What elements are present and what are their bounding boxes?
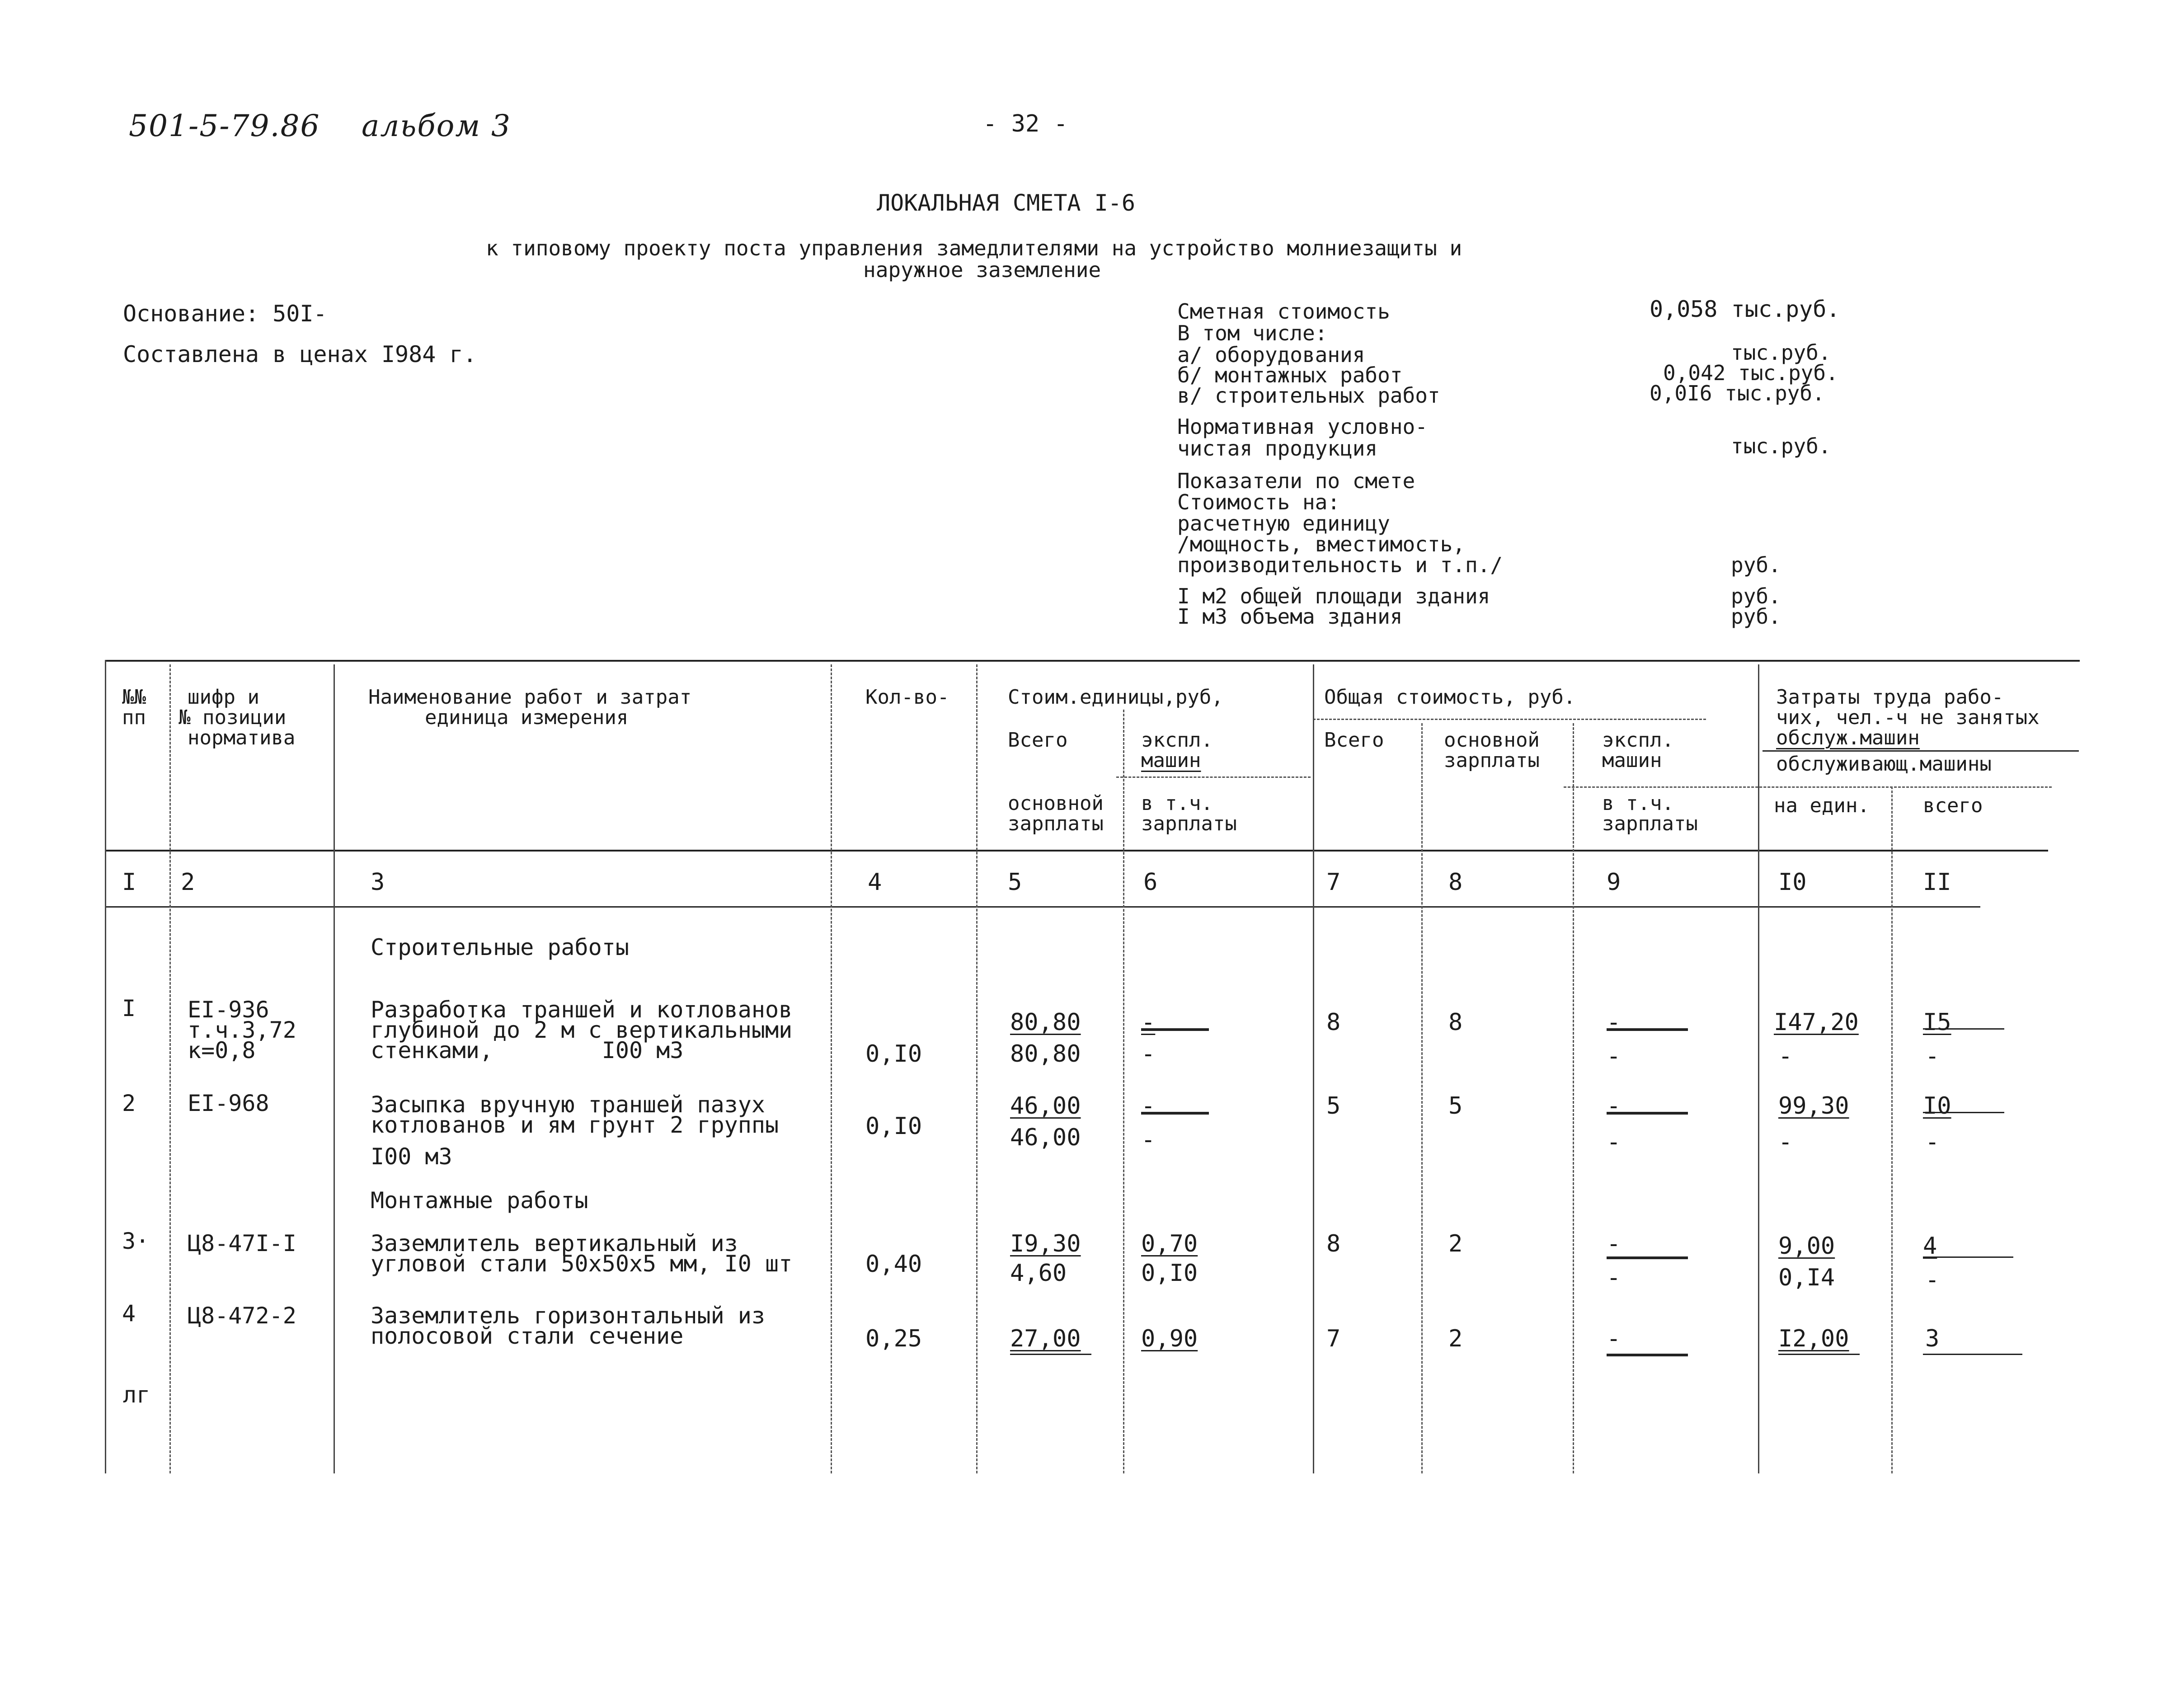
row2-unit-mach-dash <box>1141 1112 1209 1115</box>
summary-construction-value: 0,0I6 тыс.руб. <box>1650 381 1825 405</box>
col-border-4 <box>831 664 832 1473</box>
row2-labor-total: I0 <box>1923 1092 1951 1120</box>
row3-num: 3· <box>122 1228 150 1254</box>
hdr-unit-cost: Стоим.единицы,руб, <box>1008 686 1223 709</box>
row1-code-l3: к=0,8 <box>188 1037 256 1063</box>
summary-equipment-label: а/ оборудования <box>1177 343 1365 367</box>
labor-mid-rule <box>1762 750 2079 752</box>
handwritten-code: 501-5-79.86 <box>129 108 320 143</box>
hdr-code-l3: норматива <box>188 726 296 749</box>
col-border-2 <box>169 664 171 1473</box>
col-border-3 <box>334 664 335 1473</box>
row3-unit-mach: 0,70 <box>1141 1230 1198 1257</box>
title-line-1: к типовому проекту поста управления замедлителями на устройство молниезащиты и <box>486 236 1462 260</box>
hdr-code-l2: № позиции <box>179 706 287 729</box>
row1-unit-mach: - <box>1141 1009 1156 1036</box>
hdr-total-mach-l1: экспл. <box>1602 729 1674 752</box>
row3-labor-total-line <box>1923 1256 2013 1258</box>
summary-indicators-value: руб. <box>1731 553 1781 577</box>
colnum-1: I <box>122 869 136 896</box>
summary-cost-value: 0,058 тыс.руб. <box>1650 296 1840 322</box>
row3-unit-wage: 4,60 <box>1010 1260 1067 1287</box>
handwritten-album: альбом 3 <box>362 108 512 143</box>
row2-name-l1: Засыпка вручную траншей пазух <box>371 1092 765 1118</box>
row3-unit-total: I9,30 <box>1010 1230 1081 1257</box>
row3-code-l1: Ц8-47I-I <box>188 1230 296 1256</box>
summary-indicators-l3: расчетную единицу <box>1177 511 1390 536</box>
row2-total-mach-dash <box>1607 1112 1688 1115</box>
row3-total-mach-dash <box>1607 1256 1688 1259</box>
row3-labor-unit: 9,00 <box>1778 1233 1835 1260</box>
row2-labor-unit-mach: - <box>1778 1129 1793 1156</box>
row1-code-l1: ЕI-936 <box>188 997 269 1023</box>
colnum-11: II <box>1923 869 1951 896</box>
row1-unit-mach-dash <box>1141 1028 1209 1031</box>
hdr-unit-mach-l1: экспл. <box>1141 729 1213 752</box>
row3-name-l2: угловой стали 50х50х5 мм, I0 шт <box>371 1251 793 1277</box>
row2-total-all: 5 <box>1326 1092 1341 1120</box>
document-title: ЛОКАЛЬНАЯ СМЕТА I-6 <box>877 190 1135 216</box>
row2-name-l3: I00 м3 <box>371 1143 452 1170</box>
row2-unit-total: 46,00 <box>1010 1092 1081 1120</box>
row1-unit-mach-wage: - <box>1141 1040 1156 1068</box>
summary-volume-label: I м3 объема здания <box>1177 604 1403 629</box>
row2-labor-total-line <box>1923 1112 2004 1113</box>
hdr-unit-incl-l2: зарплаты <box>1141 812 1237 835</box>
row1-num: I <box>122 995 136 1021</box>
row4-labor-unit: I2,00 <box>1778 1325 1849 1352</box>
col-border-10 <box>1758 664 1759 1473</box>
row2-total-mach-wage: - <box>1607 1129 1621 1156</box>
colnum-8: 8 <box>1448 869 1463 896</box>
row4-labor-unit-line <box>1778 1354 1860 1355</box>
hdr-total-wage-l2: зарплаты <box>1444 749 1540 772</box>
hdr-labor-l4: обслуживающ.машины <box>1776 753 1992 776</box>
row4-total-wage: 2 <box>1448 1325 1463 1352</box>
hdr-total-cost: Общая стоимость, руб. <box>1324 686 1576 709</box>
table-top-rule <box>105 660 2080 662</box>
summary-normative-l1: Нормативная условно- <box>1177 414 1428 439</box>
hdr-labor-l2: чих, чел.-ч не занятых <box>1776 706 2040 729</box>
row4-total-mach-dash <box>1607 1354 1688 1356</box>
unit-cost-subrule <box>1116 776 1311 778</box>
col-border-11 <box>1891 786 1893 1473</box>
colnum-bottom-rule <box>105 906 1980 908</box>
row1-labor-total-line <box>1923 1028 2004 1030</box>
col-border-9 <box>1573 723 1574 1473</box>
hdr-code-l1: шифр и <box>188 686 259 709</box>
hdr-num-l2: пп <box>122 706 146 729</box>
hdr-labor-total: всего <box>1923 794 1983 817</box>
row4-name-l2: полосовой стали сечение <box>371 1323 684 1349</box>
hdr-unit-wage-l2: зарплаты <box>1008 812 1104 835</box>
colnum-4: 4 <box>868 869 882 896</box>
summary-area-value: руб. <box>1731 584 1781 608</box>
summary-indicators-l5: производительность и т.п./ <box>1177 553 1503 577</box>
row1-labor-unit-mach: - <box>1778 1043 1793 1070</box>
row3-qty: 0,40 <box>865 1251 922 1278</box>
hdr-labor-l1: Затраты труда рабо- <box>1776 686 2004 709</box>
summary-area-label: I м2 общей площади здания <box>1177 584 1490 608</box>
row3-total-wage: 2 <box>1448 1230 1463 1257</box>
hdr-per-unit: на един. <box>1774 794 1870 817</box>
title-line-2: наружное заземление <box>863 258 1101 282</box>
row4-qty: 0,25 <box>865 1325 922 1352</box>
row4-unit-total-line <box>1010 1354 1091 1355</box>
hdr-labor-l3: обслуж.машин <box>1776 726 1920 749</box>
row4-total-all: 7 <box>1326 1325 1341 1352</box>
labor-subrule <box>1564 786 2052 788</box>
section-construction: Строительные работы <box>371 934 629 960</box>
row1-name-l2: глубиной до 2 м с вертикальными <box>371 1017 793 1043</box>
hdr-num-l1: №№ <box>122 686 146 709</box>
row3-total-mach-wage: - <box>1607 1264 1621 1291</box>
hdr-total-incl-l1: в т.ч. <box>1602 792 1674 815</box>
row1-total-mach: - <box>1607 1009 1621 1036</box>
colnum-3: 3 <box>371 869 385 896</box>
summary-normative-l2: чистая продукция <box>1177 436 1378 461</box>
summary-including: В том числе: <box>1177 321 1328 345</box>
row3-name-l1: Заземлитель вертикальный из <box>371 1230 738 1256</box>
prices-text: Составлена в ценах I984 г. <box>123 341 477 367</box>
row1-qty: 0,I0 <box>865 1040 922 1068</box>
summary-install-label: б/ монтажных работ <box>1177 363 1403 387</box>
summary-cost-label: Сметная стоимость <box>1177 299 1390 324</box>
hdr-name-l2: единица измерения <box>425 706 629 729</box>
total-cost-subrule <box>1313 719 1706 720</box>
summary-install-value: 0,042 тыс.руб. <box>1663 361 1838 385</box>
col-border-6 <box>1123 710 1124 1473</box>
colnum-2: 2 <box>181 869 195 896</box>
row2-total-mach: - <box>1607 1092 1621 1120</box>
hdr-total-all: Всего <box>1324 729 1384 752</box>
hdr-unit-total: Всего <box>1008 729 1068 752</box>
colnum-10: I0 <box>1778 869 1807 896</box>
row2-num: 2 <box>122 1090 136 1116</box>
colnum-5: 5 <box>1008 869 1022 896</box>
row4-labor-total: 3 <box>1925 1325 1940 1352</box>
summary-indicators-l1: Показатели по смете <box>1177 469 1415 493</box>
hdr-qty: Кол-во- <box>865 686 949 709</box>
footer-mark: лг <box>123 1382 150 1408</box>
row4-total-mach: - <box>1607 1325 1621 1352</box>
hdr-total-wage-l1: основной <box>1444 729 1540 752</box>
section-install: Монтажные работы <box>371 1187 588 1214</box>
basis-text: Основание: 50I- <box>123 301 327 327</box>
row1-total-mach-dash <box>1607 1028 1688 1031</box>
col-border-7 <box>1313 664 1314 1473</box>
row1-unit-wage: 80,80 <box>1010 1040 1081 1068</box>
hdr-total-mach-l2: машин <box>1602 749 1662 772</box>
row1-total-mach-wage: - <box>1607 1043 1621 1070</box>
row3-unit-mach-wage: 0,I0 <box>1141 1260 1198 1287</box>
row3-labor-total: 4 <box>1923 1233 1937 1260</box>
row1-unit-total: 80,80 <box>1010 1009 1081 1036</box>
hdr-unit-mach-l2: машин <box>1141 749 1201 772</box>
row4-name-l1: Заземлитель горизонтальный из <box>371 1303 765 1329</box>
row3-total-mach: - <box>1607 1230 1621 1257</box>
row2-qty: 0,I0 <box>865 1113 922 1140</box>
summary-construction-label: в/ строительных работ <box>1177 383 1440 408</box>
summary-equipment-value: тыс.руб. <box>1731 340 1831 365</box>
page-number: - 32 - <box>983 110 1068 137</box>
hdr-unit-wage-l1: основной <box>1008 792 1104 815</box>
row3-labor-unit-mach: 0,I4 <box>1778 1264 1835 1291</box>
row3-total-all: 8 <box>1326 1230 1341 1257</box>
summary-indicators-l2: Стоимость на: <box>1177 490 1340 514</box>
hdr-name-l1: Наименование работ и затрат <box>368 686 692 709</box>
row4-unit-total: 27,00 <box>1010 1325 1081 1352</box>
row2-labor-total-mach: - <box>1925 1129 1940 1156</box>
col-border-8 <box>1421 723 1423 1473</box>
row1-labor-total: I5 <box>1923 1009 1951 1036</box>
row4-code-l1: Ц8-472-2 <box>188 1303 296 1329</box>
row4-num: 4 <box>122 1300 136 1327</box>
summary-indicators-l4: /мощность, вместимость, <box>1177 532 1465 556</box>
summary-normative-value: тыс.руб. <box>1731 434 1831 458</box>
row1-total-wage: 8 <box>1448 1009 1463 1036</box>
colnum-9: 9 <box>1607 869 1621 896</box>
row2-unit-wage: 46,00 <box>1010 1124 1081 1151</box>
row2-name-l2: котлованов и ям грунт 2 группы <box>371 1112 779 1138</box>
header-bottom-rule <box>105 850 2048 852</box>
col-border-1 <box>105 660 106 1473</box>
row2-unit-mach: - <box>1141 1092 1156 1120</box>
hdr-unit-incl-l1: в т.ч. <box>1141 792 1213 815</box>
row1-code-l2: т.ч.3,72 <box>188 1017 296 1043</box>
row1-labor-total-mach: - <box>1925 1043 1940 1070</box>
row1-total-all: 8 <box>1326 1009 1341 1036</box>
row3-labor-total-mach: - <box>1925 1266 1940 1294</box>
row1-labor-unit: I47,20 <box>1774 1009 1859 1036</box>
row4-labor-total-line <box>1923 1354 2022 1355</box>
row2-unit-mach-wage: - <box>1141 1126 1156 1153</box>
summary-volume-value: руб. <box>1731 604 1781 629</box>
row2-labor-unit: 99,30 <box>1778 1092 1849 1120</box>
row4-unit-mach: 0,90 <box>1141 1325 1198 1352</box>
row2-code-l1: ЕI-968 <box>188 1090 269 1116</box>
colnum-7: 7 <box>1326 869 1341 896</box>
row2-total-wage: 5 <box>1448 1092 1463 1120</box>
hdr-total-incl-l2: зарплаты <box>1602 812 1698 835</box>
row1-name-l3: стенками, I00 м3 <box>371 1037 684 1063</box>
col-border-5 <box>976 664 978 1473</box>
colnum-6: 6 <box>1143 869 1158 896</box>
row1-name-l1: Разработка траншей и котлованов <box>371 997 793 1023</box>
